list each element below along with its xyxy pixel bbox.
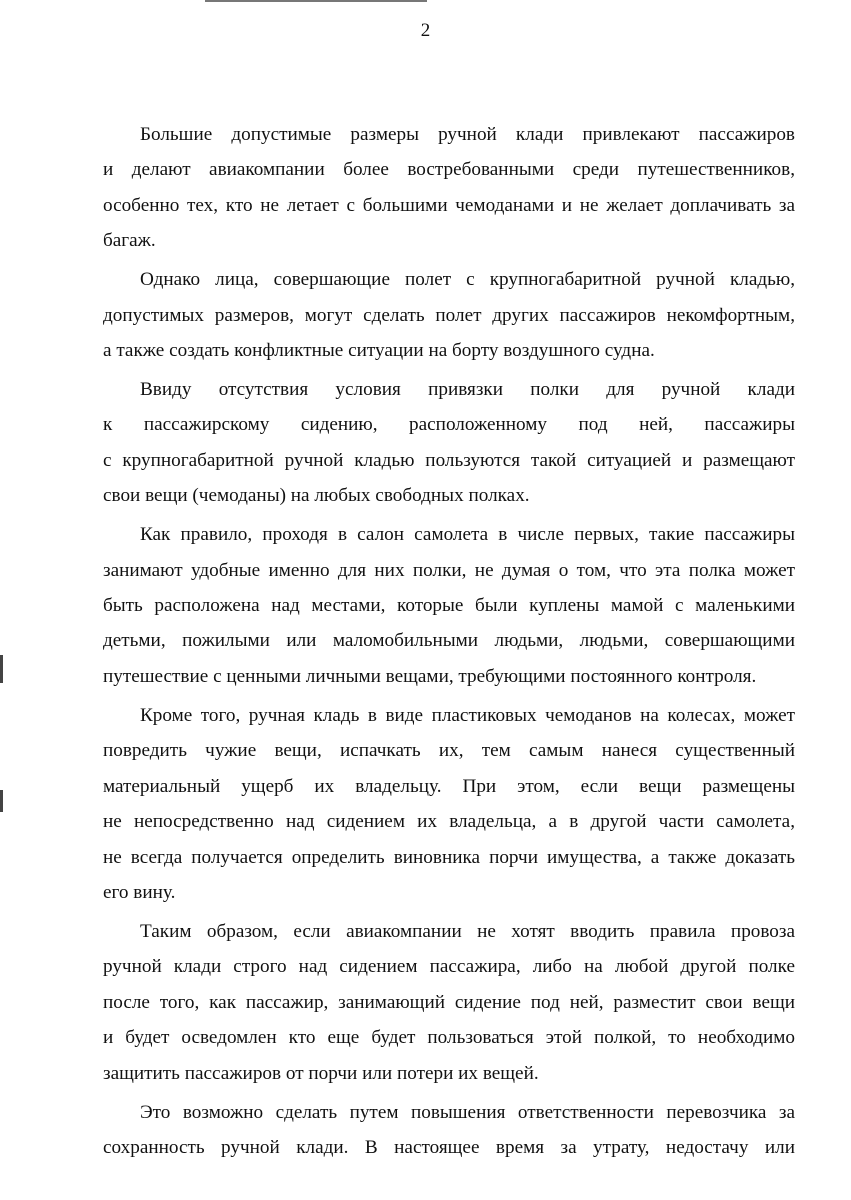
paragraph [103,372,795,514]
scan-edge-mark [0,790,3,812]
text-line: повредить чужие вещи, испачкать их, тем самым нанеся существенный [103,740,795,762]
paragraph [103,262,795,368]
text-line: и делают авиакомпании более востребованными среди путешественников, [103,159,795,181]
text-line: Таким образом, если авиакомпании не хотят вводить правила провоза [140,920,795,942]
scan-artifact-line [205,0,427,2]
text-line: особенно тех, кто не летает с большими чемоданами и не желает доплачивать за [103,194,795,216]
text-line: сохранность ручной клади. В настоящее время за утрату, недостачу или [103,1136,795,1158]
text-line: не непосредственно над сидением их владельца, а в другой части самолета, [103,811,795,833]
text-line: багаж. [103,230,156,252]
text-line: Однако лица, совершающие полет с крупногабаритной ручной кладью, [140,269,795,291]
text-line: Это возможно сделать путем повышения ответственности перевозчика за [140,1101,795,1123]
text-line: путешествие с ценными личными вещами, требующими постоянного контроля. [103,665,757,687]
text-line: свои вещи (чемоданы) на любых свободных полках. [103,485,530,507]
paragraph [103,698,795,910]
text-line: Кроме того, ручная кладь в виде пластиковых чемоданов на колесах, может [140,704,795,726]
text-line: не всегда получается определить виновника порчи имущества, а также доказать [103,846,795,868]
text-line: защитить пассажиров от порчи или потери их вещей. [103,1062,539,1084]
text-line: к пассажирскому сидению, расположенному под ней, пассажиры [103,414,795,436]
text-line: детьми, пожилыми или маломобильными людьми, людьми, совершающими [103,630,795,652]
text-line: после того, как пассажир, занимающий сидение под ней, разместит свои вещи [103,991,795,1013]
paragraph [103,517,795,694]
paragraph [103,1095,795,1166]
paragraph [103,914,795,1091]
document-body [103,117,795,1169]
text-line: Ввиду отсутствия условия привязки полки для ручной клади [140,379,795,401]
text-line: и будет осведомлен кто еще будет пользоваться этой полкой, то необходимо [103,1027,795,1049]
text-line: а также создать конфликтные ситуации на борту воздушного судна. [103,340,655,362]
text-line: занимают удобные именно для них полки, не думая о том, что эта полка может [103,559,795,581]
text-line: ручной клади строго над сидением пассажира, либо на любой другой полке [103,956,795,978]
paragraph [103,117,795,259]
text-line: его вину. [103,881,176,903]
text-line: допустимых размеров, могут сделать полет других пассажиров некомфортным, [103,304,795,326]
text-line: с крупногабаритной ручной кладью пользуются такой ситуацией и размещают [103,449,795,471]
page-number: 2 [420,20,431,41]
text-line: материальный ущерб их владельцу. При этом, если вещи размещены [103,775,795,797]
text-line: Как правило, проходя в салон самолета в числе первых, такие пассажиры [140,524,795,546]
text-line: быть расположена над местами, которые были куплены мамой с маленькими [103,595,795,617]
text-line: Большие допустимые размеры ручной клади привлекают пассажиров [140,124,795,145]
scan-edge-mark [0,655,3,683]
